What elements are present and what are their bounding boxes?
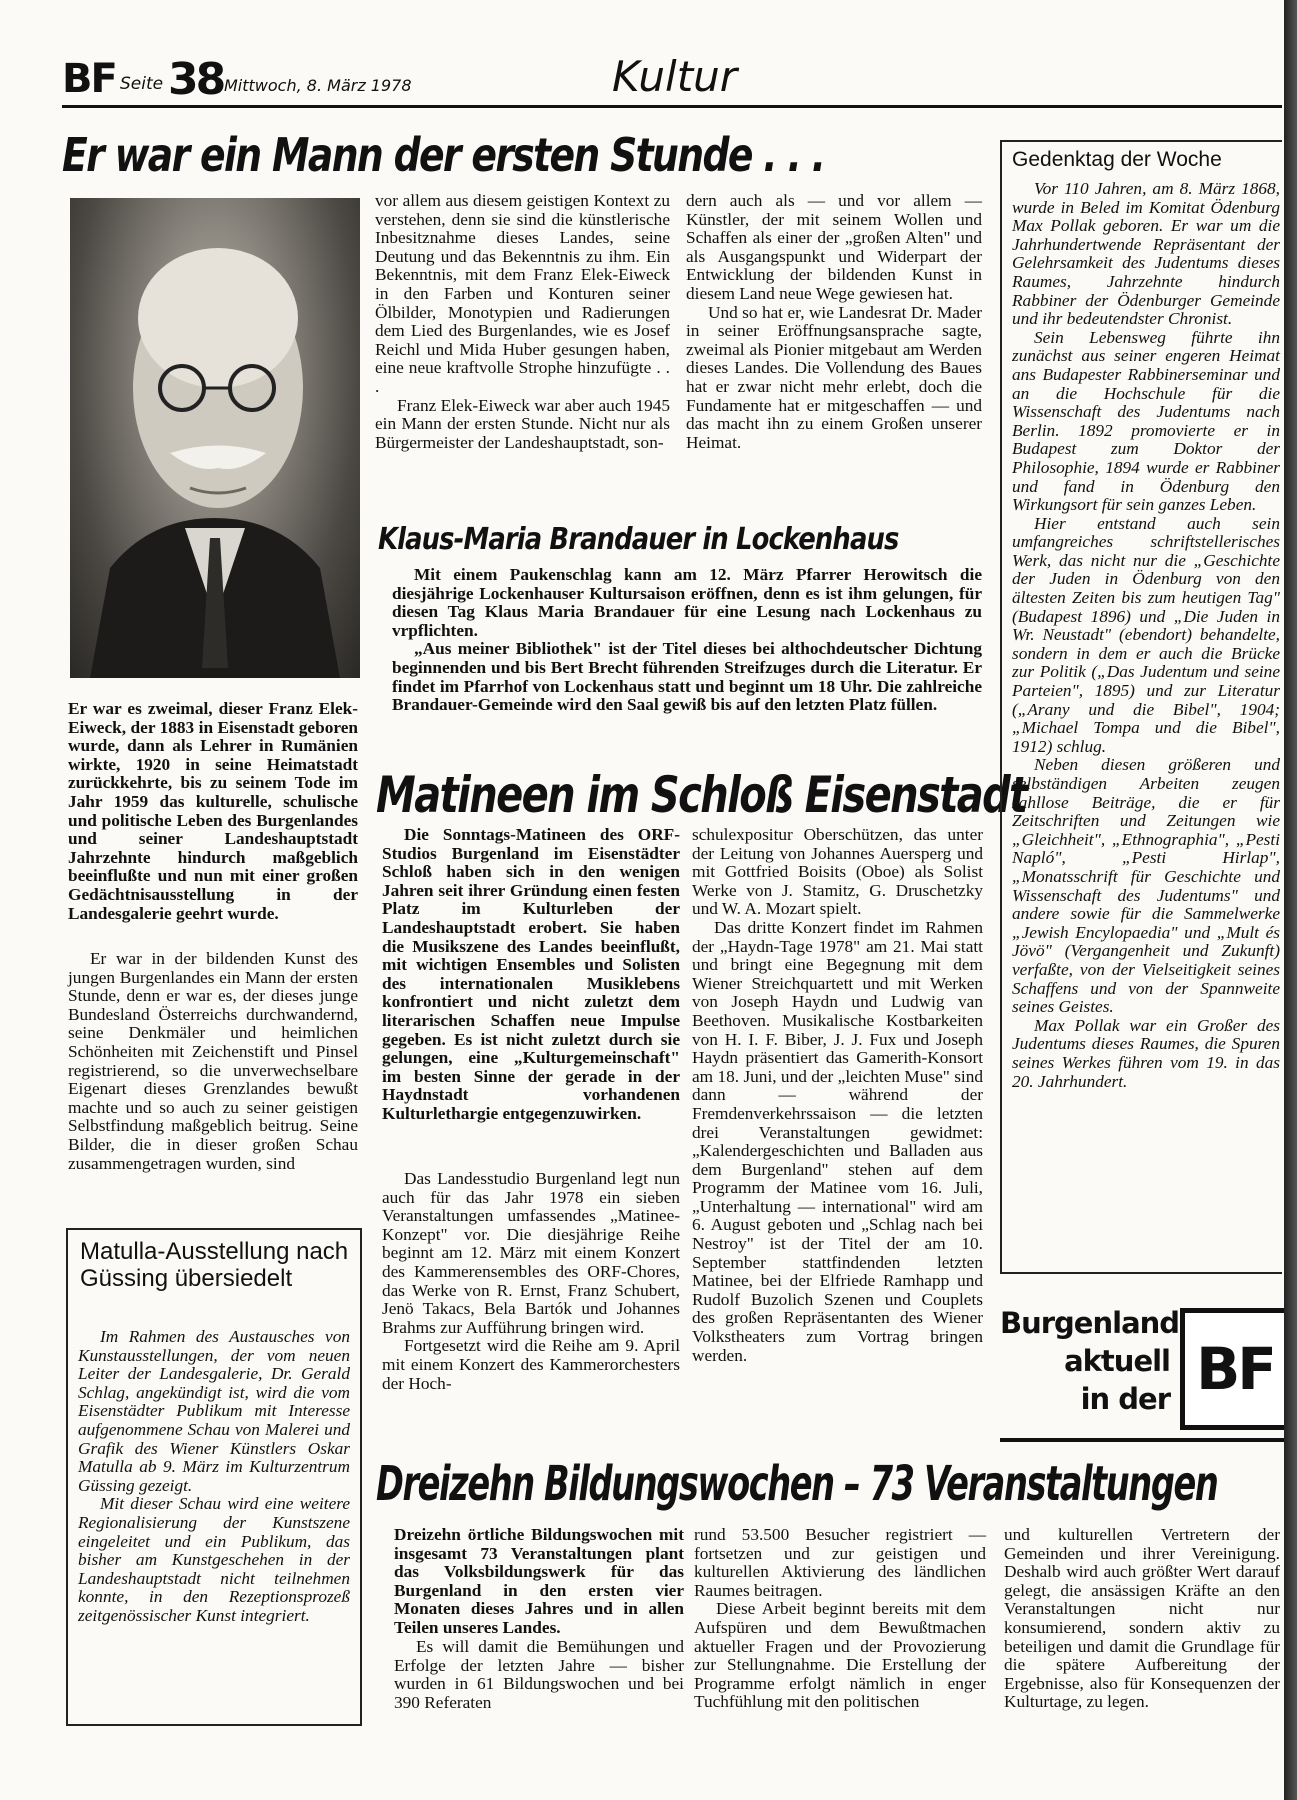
article3-column1-body — [382, 1170, 680, 1393]
gedenktag-body — [1012, 180, 1280, 1091]
page-edge — [1284, 0, 1297, 1800]
article4-column1 — [394, 1526, 684, 1638]
section-title: Kultur — [612, 52, 738, 101]
promo-line: Burgenland — [1000, 1306, 1180, 1340]
caption-text: Er war es zweimal, dieser Franz Elek-Eiweck, der 1883 in Eisenstadt geboren wurde, dann als Lehrer in Rumänien wirkte, 1920 in seine Heimatstadt zurückkehrte, bis zu seinem Tode im Jahr 1959 das kulturelle, schulische und politische Leben des Burgenlandes und seiner Landeshauptstadt Jahrzehnte hindurch maßgeblich beeinflußte und nun mit einer großen Gedächtnisausstellung in der Landesgalerie geehrt wurde. — [68, 699, 358, 923]
article4-paragraph: und kulturellen Vertretern der Gemeinden und ihrer Vereinigung. Deshalb wird auch größter Wert darauf gelegt, die ansässigen Kräfte an den Veranstaltungen nicht nur konsumierend, sondern aktiv zu beteiligen und damit die Grundlage für die spätere Aufbereitung der Ergebnisse, also für Konsequenzen der Kulturtage, zu legen. — [1004, 1525, 1280, 1712]
promo-line: aktuell — [1064, 1344, 1170, 1378]
portrait-photo — [70, 198, 360, 678]
matulla-headline: Matulla-Ausstellung nach Güssing übersiedelt — [80, 1238, 349, 1292]
article4-paragraph: Es will damit die Bemühungen und Erfolge der letzten Jahre — bisher wurden in 61 Bildungswochen und bei 390 Referaten — [394, 1637, 684, 1712]
matulla-paragraph: Im Rahmen des Austausches von Kunstausstellungen, der vom neuen Leiter der Landesgalerie, Dr. Gerald Schlag, angekündigt ist, wird die vom Eisenstädter Publikum mit Interesse aufgenommene Schau von Malerei und Grafik des Wiener Künstlers Oskar Matulla ab 9. März im Kulturzentrum Güssing gezeigt. — [78, 1327, 350, 1495]
matulla-paragraph: Mit dieser Schau wird eine weitere Regionalisierung der Kunstszene eingeleitet und ein Publikum, das bisher am Kunstgeschehen in der Landeshauptstadt nicht teilnehmen konnte, in den Rezeptionsprozeß zeitgenössischer Kunst integriert. — [78, 1494, 350, 1625]
article-headline-elek-eiweck: Er war ein Mann der ersten Stunde . . . — [62, 128, 825, 182]
gedenktag-paragraph: Hier entstand auch sein umfangreiches schriftstellerisches Werk, das nicht nur die „Geschichte der Juden in Ödenburg von den ältesten Zeiten bis zum heutigen Tag" (Budapest 1896) und „Die Juden in Wr. Neustadt" (ebendort) behandelte, sondern in dem er auch die Brücke zur Politik („Das Judentum und seine Parteien", 1895) und zur Literatur („Arany und die Bibel", 1904; „Michael Tompa und die Bibel", 1912) schlug. — [1012, 513, 1280, 756]
article4-lead: Dreizehn örtliche Bildungswochen mit insgesamt 73 Veranstaltungen plant das Volksbildungswerk für das Burgenland in den ersten vier Monaten dieses Jahres und in allen Teilen unseres Landes. — [394, 1525, 684, 1637]
issue-date: Mittwoch, 8. März 1978 — [224, 76, 412, 95]
article1-column2 — [375, 192, 670, 452]
article-headline-brandauer: Klaus-Maria Brandauer in Lockenhaus — [378, 522, 899, 557]
promo-rule — [1000, 1438, 1290, 1442]
gedenktag-paragraph: Vor 110 Jahren, am 8. März 1868, wurde in Beled im Komitat Ödenburg Max Pollak geboren. Er war um die Jahrhundertwende Repräsentant der Gelehrsamkeit des Judentums dieses Raumes, Jahrzehnte hindurch Rabbiner der Ödenburger Gemeinde und ihr bedeutendster Chronist. — [1012, 179, 1280, 329]
bf-logo-box — [1180, 1308, 1290, 1430]
article1-paragraph: Er war in der bildenden Kunst des jungen Burgenlandes ein Mann der ersten Stunde, denn er war es, der dieses junge Bundesland Österreichs durchwandernd, seine Denkmäler und heimlichen Schönheiten mit Zeichenstift und Pinsel registrierend, so die unverwechselbare Eigenart dieses Grenzlandes bewußt machte und so auch zu seiner geistigen Selbstfindung maßgeblich beitrug. Seine Bilder, die in dieser großen Schau zusammengetragen wurden, sind — [68, 949, 358, 1173]
article3-column1 — [382, 826, 680, 1124]
page-label: Seite — [120, 74, 164, 94]
bf-logo: BF — [1196, 1335, 1274, 1403]
article4-column3 — [1004, 1526, 1280, 1712]
article1-column3 — [686, 192, 982, 452]
article3-paragraph: Das Landesstudio Burgenland legt nun auch für das Jahr 1978 ein sieben Veranstaltungen umfassendes „Matinee-Konzept" vor. Die diesjährige Reihe beginnt am 12. März mit einem Konzert des Kammerensembles des ORF-Chores, das Werke von R. Ernst, Franz Schubert, Jenö Takacs, Bela Bartók und Johannes Brahms zur Aufführung bringen wird. — [382, 1169, 680, 1337]
article4-column1-body — [394, 1638, 684, 1712]
matulla-sidebar — [66, 1228, 362, 1726]
promo-line: in der — [1080, 1382, 1170, 1416]
article2-paragraph: Mit einem Paukenschlag kann am 12. März Pfarrer Herowitsch die diesjährige Lockenhauser Kultursaison eröffnen, denn es ist ihm gelungen, für diesen Tag Klaus Maria Brandauer für eine Lesung nach Lockenhaus zu vrpflichten. — [392, 565, 982, 640]
page-header — [62, 52, 1282, 108]
article1-paragraph: Franz Elek-Eiweck war aber auch 1945 ein Mann der ersten Stunde. Nicht nur als Bürgermeister der Landeshauptstadt, son- — [375, 395, 671, 452]
gedenktag-paragraph: Neben diesen größeren und selbständigen Arbeiten zeugen zahllose Beiträge, die er für Zeitschriften und Zeitungen wie „Gleichheit", „Ethnographia", „Pesti Napló", „Pesti Hirlap", „Monatsschrift für Geschichte und Wissenschaft des Judentums" und andere sowie für die Sammelwerke „Jewish Encylopaedia" und „Mult és Jövö" (Vergangenheit und Zukunft) verfaßte, von der Vielseitigkeit seines Schaffens und von der Spannweite seines Geistes. — [1012, 755, 1280, 1017]
gedenktag-sidebar — [1000, 140, 1282, 1274]
portrait-illustration — [70, 198, 360, 678]
article4-column2 — [694, 1526, 986, 1712]
article-headline-matineen: Matineen im Schloß Eisenstadt — [376, 766, 1027, 824]
article3-paragraph: Fortgesetzt wird die Reihe am 9. April mit einem Konzert des Kammerorchesters der Hoch- — [382, 1336, 680, 1393]
article3-paragraph: Das dritte Konzert findet im Rahmen der „Haydn-Tage 1978" am 21. Mai statt und bringt eine Begegnung mit dem Wiener Streichquartett und mit Werken von Joseph Haydn und Ludwig van Beethoven. Musikalische Kostbarkeiten von H. I. F. Biber, J. J. Fux und Joseph Haydn präsentiert das Gamerith-Konsort am 18. Juni, und der „leichten Muse" sind dann — während der Fremdenverkehrssaison — die letzten drei Veranstaltungen gewidmet: „Kalendergeschichten und Balladen aus dem Burgenland" stehen auf dem Programm der Matinee vom 16. Juli, „Unterhaltung — international" wird am 6. August geboten und „Schlag nach bei Nestroy" ist der Titel der am 10. September stattfindenden letzten Matinee, bei der Elfriede Ramhapp und Rudolf Buzolich Szenen und Couplets des großen Repräsentanten des Wiener Volkstheaters zum Vortrag bringen werden. — [692, 917, 983, 1365]
gedenktag-headline: Gedenktag der Woche — [1012, 148, 1222, 171]
header-rule — [62, 105, 1282, 108]
article-headline-bildungswochen: Dreizehn Bildungswochen – 73 Veranstaltungen — [376, 1456, 1218, 1512]
newspaper-logo: BF — [62, 56, 116, 102]
article3-lead: Die Sonntags-Matineen des ORF-Studios Burgenland im Eisenstädter Schloß haben sich in den wenigen Jahren seit ihrer Gründung einen festen Platz im Kulturleben der Landeshauptstadt erobert. Sie haben die Musikszene des Landes beeinflußt, mit wichtigen Ensembles und Solisten des internationalen Musiklebens konfrontiert und nicht zuletzt dem literarischen Schaffen neue Impulse gegeben. Es ist nicht zuletzt durch sie gelungen, eine „Kulturgemeinschaft" im besten Sinne der gerade in der Haydnstadt vorhandenen Kulturlethargie entgegenzuwirken. — [382, 825, 680, 1123]
article4-paragraph: Diese Arbeit beginnt bereits mit dem Aufspüren und dem Bewußtmachen aktueller Fragen und der Provozierung zur Stellungnahme. Die Erstellung der Programme erfolgt nämlich in enger Tuchfühlung mit den politischen — [694, 1599, 986, 1712]
article2-body — [392, 566, 982, 715]
page-number: 38 — [168, 54, 224, 105]
gedenktag-paragraph: Max Pollak war ein Großer des Judentums dieses Raumes, die Spuren seines Werkes führen vom 19. in das 20. Jahrhundert. — [1012, 1015, 1280, 1091]
photo-caption — [68, 700, 358, 923]
promo-text — [1000, 1304, 1180, 1418]
article3-column2 — [692, 826, 983, 1365]
matulla-body — [78, 1328, 350, 1626]
gedenktag-paragraph: Sein Lebensweg führte ihn zunächst aus seiner engeren Heimat ans Budapester Rabbinerseminar und an die Hochschule für die Wissenschaft des Judentums nach Berlin. 1892 promovierte er in Budapest zum Doktor der Philosophie, 1894 wurde er Rabbiner und fand in Ödenburg den Wirkungsort für sein ganzes Leben. — [1012, 327, 1280, 515]
promo-burgenland-aktuell — [1000, 1300, 1292, 1446]
article1-paragraph: dern auch als — und vor allem — Künstler, der mit seinem Wollen und Schaffen als einer der „großen Alten" und als Ausgangspunkt und Widerpart der Entwicklung der bildenden Kunst in diesem Land neue Wege gewiesen hat. — [686, 191, 982, 303]
article1-paragraph: vor allem aus diesem geistigen Kontext zu verstehen, denn sie sind die künstlerische Inbesitznahme dieses Landes, seine Deutung und das Bekenntnis zu ihm. Ein Bekenntnis, mit dem Franz Elek-Eiweck in den Farben und Konturen seiner Ölbilder, Monotypien und Radierungen dem Lied des Burgenlandes, wie es Josef Reichl und Mida Huber gesungen haben, eine neue kraftvolle Strophe hinzufügte . . . — [375, 191, 670, 396]
article1-paragraph: Und so hat er, wie Landesrat Dr. Mader in seiner Eröffnungsansprache sagte, zweimal als Pionier mitgebaut am Werden dieses Landes. Die Vollendung des Baues hat er zwar nicht mehr erlebt, doch die Fundamente hat er mitgeschaffen — und das macht ihn zu einem Großen unserer Heimat. — [686, 302, 982, 452]
article3-paragraph: schulexpositur Oberschützen, das unter der Leitung von Johannes Auersperg und mit Gottfried Boisits (Oboe) als Solist Werke von J. Stamitz, G. Druschetzky und W. A. Mozart spielt. — [692, 825, 983, 919]
article2-paragraph: „Aus meiner Bibliothek" ist der Titel dieses bei althochdeutscher Dichtung beginnenden und bis Bert Brecht führenden Streifzuges durch die Literatur. Er findet im Pfarrhof von Lockenhaus statt und beginnt um 18 Uhr. Die zahlreiche Brandauer-Gemeinde wird den Saal gewiß bis auf den letzten Platz füllen. — [392, 639, 982, 715]
article1-column1 — [68, 950, 358, 1173]
article4-paragraph: rund 53.500 Besucher registriert — fortsetzen und zur geistigen und kulturellen Aktivierung des ländlichen Raumes beitragen. — [694, 1525, 986, 1600]
